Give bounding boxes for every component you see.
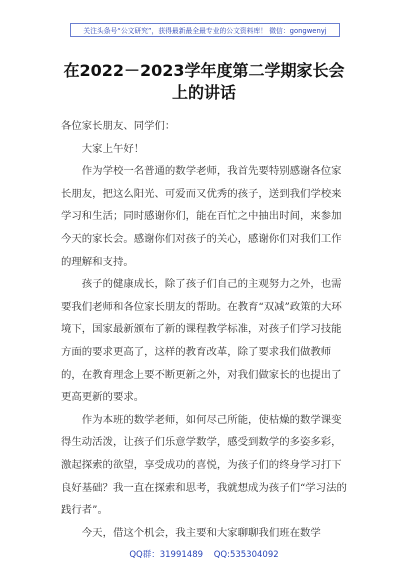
footer-qq: QQ:535304092: [213, 550, 279, 560]
document-title: [0, 60, 408, 104]
paragraph: 作为学校一名普通的数学老师，我首先要特别感谢各位家长朋友，把这么阳光、可爱而又优秀的孩子，送到我们学校来学习和生活；同时感谢你们，能在百忙之中抽出时间，来参加今天的家长会。感谢你们对孩子的关心，感谢你们对我们工作的理解和支持。: [61, 165, 342, 268]
footer-contact: [0, 548, 408, 560]
title-line-2: 上的讲话: [171, 83, 236, 102]
paragraph: 作为本班的数学老师，如何尽己所能，使枯燥的数学课变得生动活泼，让孩子们乐意学数学，感受到数学的多姿多彩，激起探索的欲望，享受成功的喜悦，为孩子们的终身学习打下良好基础？我一直在探索和思考，我就想成为孩子们“学习法的践行者”。: [61, 413, 347, 517]
paragraph: 孩子的健康成长，除了孩子们自己的主观努力之外，也需要我们老师和各位家长朋友的帮助。在教育“双减”政策的大环境下，国家最新颁布了新的课程教学标准，对孩子们学习技能方面的要求更高了，这样的教育改革，除了要求我们做教师的，在教育理念上要不断更新之外，对我们做家长的也提出了更高更新的要求。: [61, 278, 342, 404]
paragraph: 大家上午好！: [81, 142, 145, 155]
salutation: 各位家长朋友、同学们：: [61, 120, 176, 132]
title-line-1: 在2022－2023学年度第二学期家长会: [63, 61, 345, 80]
paragraph: 今天，借这个机会，我主要和大家聊聊我们班在数学: [81, 526, 321, 539]
header-banner: 关注头条号“公文研究”，获得最新最全最专业的公文资料库！ 微信：gongwenyj: [70, 23, 340, 37]
footer-qq-group: QQ群：31991489: [129, 550, 204, 560]
document-body: [61, 115, 351, 544]
